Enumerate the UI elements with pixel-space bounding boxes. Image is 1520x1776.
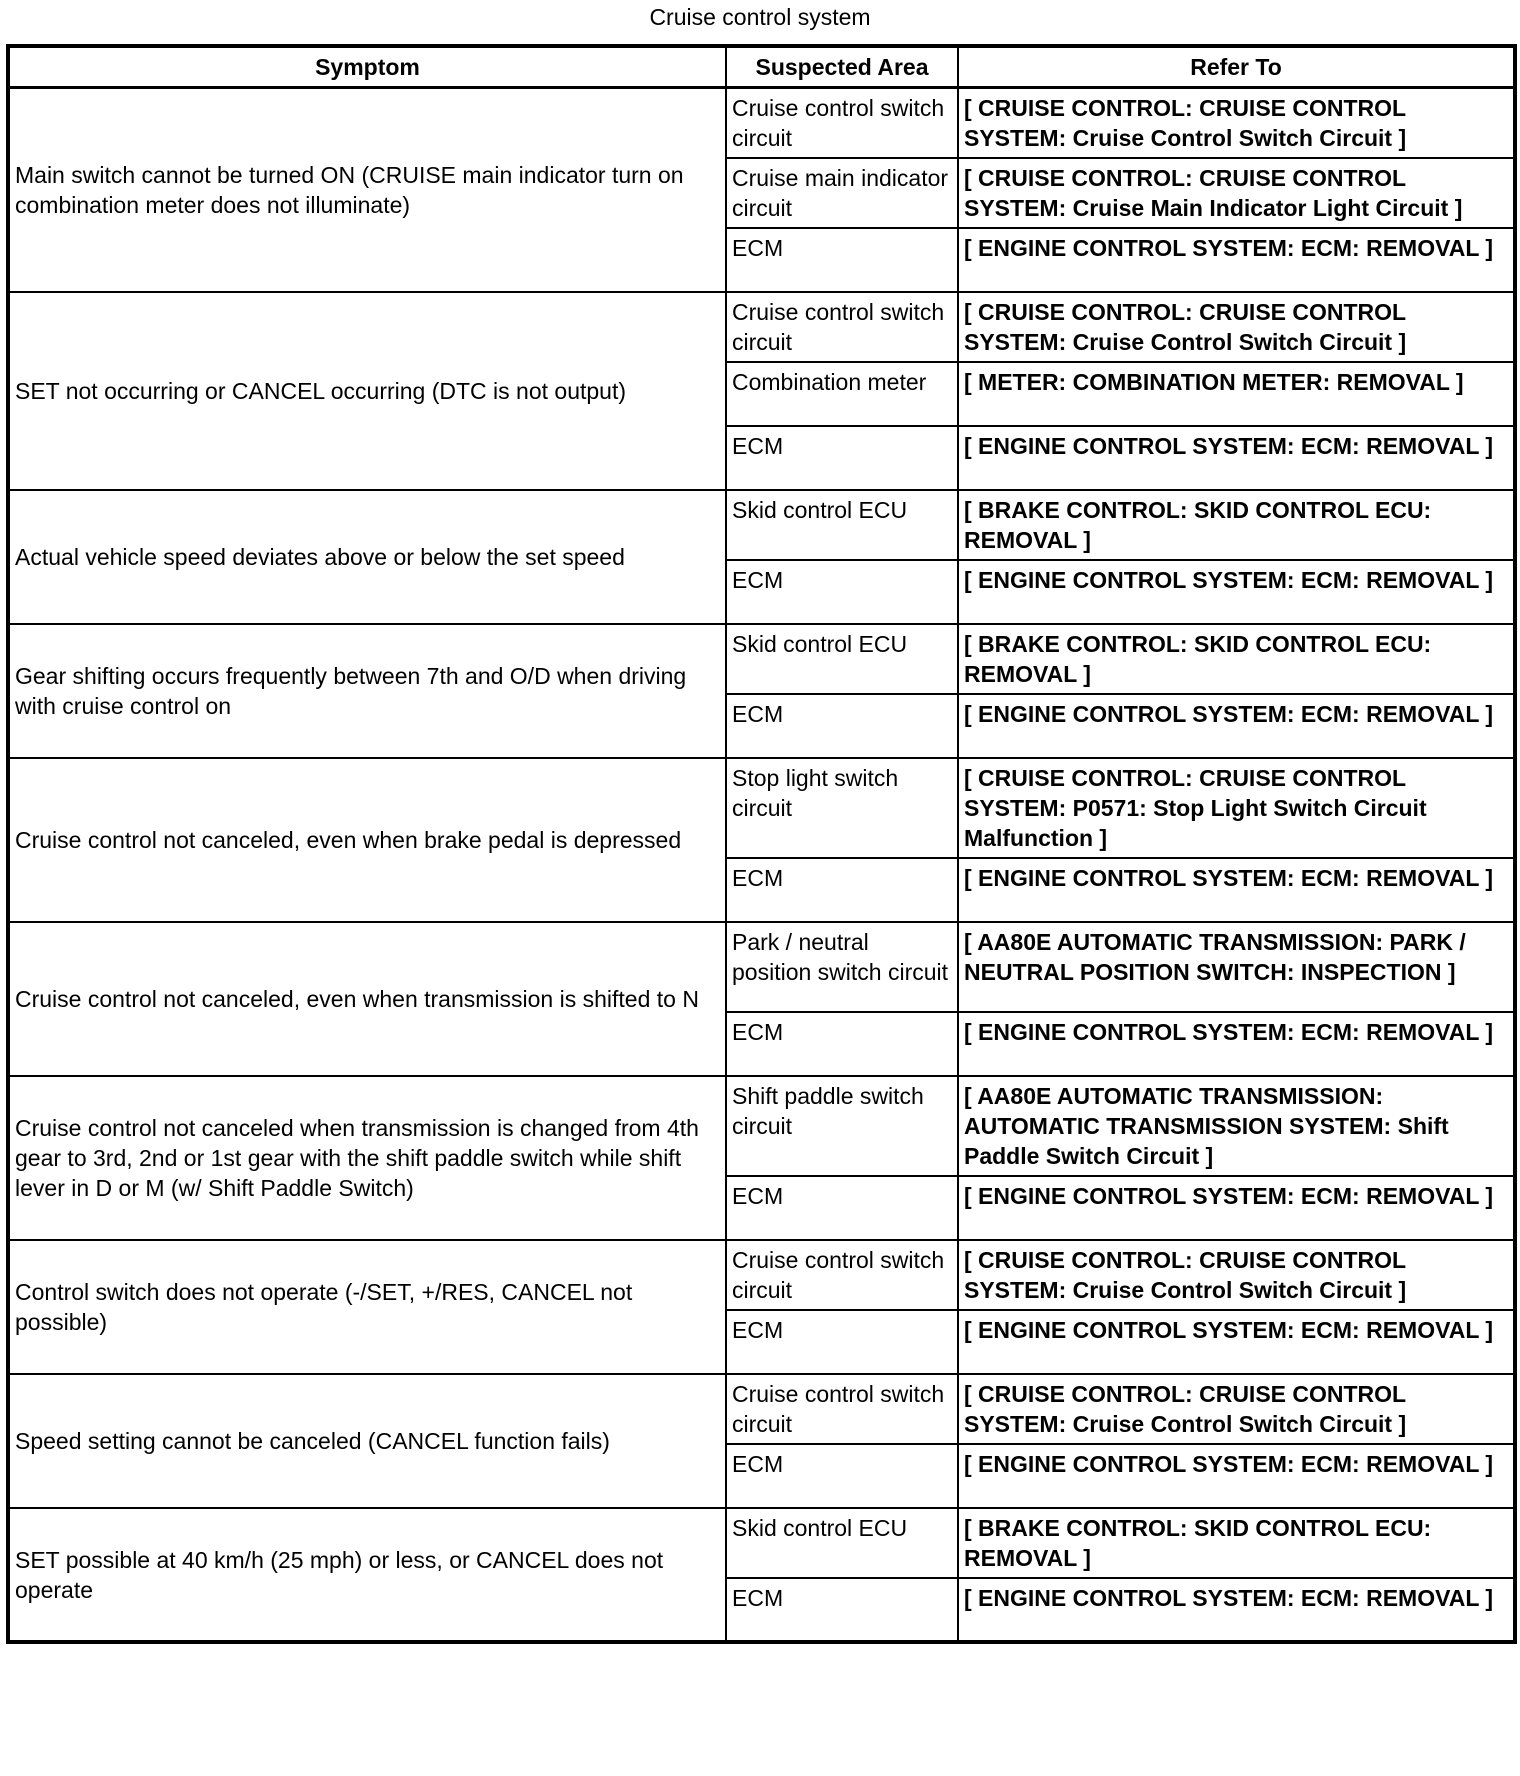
refer-to-cell: [ AA80E AUTOMATIC TRANSMISSION: PARK / NEUTRAL POSITION SWITCH: INSPECTION ] <box>958 922 1515 1012</box>
refer-to-cell: [ BRAKE CONTROL: SKID CONTROL ECU: REMOVAL ] <box>958 1508 1515 1578</box>
symptom-cell: SET possible at 40 km/h (25 mph) or less, or CANCEL does not operate <box>8 1508 726 1642</box>
suspected-area-cell: ECM <box>726 1012 958 1076</box>
refer-to-header: Refer To <box>958 46 1515 88</box>
suspected-area-cell: ECM <box>726 1444 958 1508</box>
symptom-cell: SET not occurring or CANCEL occurring (DTC is not output) <box>8 292 726 490</box>
symptom-cell: Actual vehicle speed deviates above or below the set speed <box>8 490 726 624</box>
refer-to-cell: [ CRUISE CONTROL: CRUISE CONTROL SYSTEM: P0571: Stop Light Switch Circuit Malfunction ] <box>958 758 1515 858</box>
refer-to-cell: [ CRUISE CONTROL: CRUISE CONTROL SYSTEM: Cruise Control Switch Circuit ] <box>958 88 1515 159</box>
refer-to-cell: [ ENGINE CONTROL SYSTEM: ECM: REMOVAL ] <box>958 858 1515 922</box>
table-row <box>8 292 1515 362</box>
table-row <box>8 922 1515 1012</box>
refer-to-cell: [ CRUISE CONTROL: CRUISE CONTROL SYSTEM: Cruise Control Switch Circuit ] <box>958 1374 1515 1444</box>
suspected-area-cell: Cruise control switch circuit <box>726 292 958 362</box>
refer-to-cell: [ AA80E AUTOMATIC TRANSMISSION: AUTOMATIC TRANSMISSION SYSTEM: Shift Paddle Switch Circuit ] <box>958 1076 1515 1176</box>
symptom-cell: Cruise control not canceled, even when transmission is shifted to N <box>8 922 726 1076</box>
symptom-header: Symptom <box>8 46 726 88</box>
table-row <box>8 1240 1515 1310</box>
suspected-area-cell: Combination meter <box>726 362 958 426</box>
refer-to-cell: [ ENGINE CONTROL SYSTEM: ECM: REMOVAL ] <box>958 426 1515 490</box>
suspected-area-cell: ECM <box>726 858 958 922</box>
refer-to-cell: [ CRUISE CONTROL: CRUISE CONTROL SYSTEM: Cruise Control Switch Circuit ] <box>958 1240 1515 1310</box>
suspected-area-cell: ECM <box>726 1176 958 1240</box>
symptom-cell: Gear shifting occurs frequently between 7th and O/D when driving with cruise control on <box>8 624 726 758</box>
suspected-area-cell: Skid control ECU <box>726 490 958 560</box>
table-row <box>8 490 1515 560</box>
refer-to-cell: [ BRAKE CONTROL: SKID CONTROL ECU: REMOVAL ] <box>958 624 1515 694</box>
refer-to-cell: [ ENGINE CONTROL SYSTEM: ECM: REMOVAL ] <box>958 1176 1515 1240</box>
suspected-area-cell: Shift paddle switch circuit <box>726 1076 958 1176</box>
table-body <box>8 88 1515 1643</box>
suspected-area-cell: Park / neutral position switch circuit <box>726 922 958 1012</box>
suspected-area-cell: ECM <box>726 694 958 758</box>
table-row <box>8 1076 1515 1176</box>
suspected-area-cell: ECM <box>726 426 958 490</box>
suspected-area-cell: ECM <box>726 228 958 292</box>
table-row <box>8 1374 1515 1444</box>
header-row <box>8 46 1515 88</box>
suspected-area-cell: Cruise control switch circuit <box>726 1240 958 1310</box>
symptom-cell: Speed setting cannot be canceled (CANCEL function fails) <box>8 1374 726 1508</box>
suspected-area-cell: ECM <box>726 560 958 624</box>
refer-to-cell: [ ENGINE CONTROL SYSTEM: ECM: REMOVAL ] <box>958 1444 1515 1508</box>
suspected-area-header: Suspected Area <box>726 46 958 88</box>
suspected-area-cell: ECM <box>726 1578 958 1642</box>
refer-to-cell: [ METER: COMBINATION METER: REMOVAL ] <box>958 362 1515 426</box>
table-row <box>8 758 1515 858</box>
refer-to-cell: [ ENGINE CONTROL SYSTEM: ECM: REMOVAL ] <box>958 228 1515 292</box>
symptom-cell: Control switch does not operate (-/SET, +/RES, CANCEL not possible) <box>8 1240 726 1374</box>
refer-to-cell: [ ENGINE CONTROL SYSTEM: ECM: REMOVAL ] <box>958 1012 1515 1076</box>
table-row <box>8 624 1515 694</box>
symptom-cell: Cruise control not canceled when transmission is changed from 4th gear to 3rd, 2nd or 1st gear with the shift paddle switch while shift lever in D or M (w/ Shift Paddle Switch) <box>8 1076 726 1240</box>
symptom-cell: Main switch cannot be turned ON (CRUISE main indicator turn on combination meter does not illuminate) <box>8 88 726 293</box>
suspected-area-cell: ECM <box>726 1310 958 1374</box>
refer-to-cell: [ CRUISE CONTROL: CRUISE CONTROL SYSTEM: Cruise Control Switch Circuit ] <box>958 292 1515 362</box>
refer-to-cell: [ ENGINE CONTROL SYSTEM: ECM: REMOVAL ] <box>958 694 1515 758</box>
suspected-area-cell: Cruise control switch circuit <box>726 1374 958 1444</box>
refer-to-cell: [ ENGINE CONTROL SYSTEM: ECM: REMOVAL ] <box>958 1310 1515 1374</box>
table-row <box>8 1508 1515 1578</box>
suspected-area-cell: Cruise control switch circuit <box>726 88 958 159</box>
page-title: Cruise control system <box>649 4 871 30</box>
refer-to-cell: [ ENGINE CONTROL SYSTEM: ECM: REMOVAL ] <box>958 560 1515 624</box>
refer-to-cell: [ CRUISE CONTROL: CRUISE CONTROL SYSTEM: Cruise Main Indicator Light Circuit ] <box>958 158 1515 228</box>
refer-to-cell: [ ENGINE CONTROL SYSTEM: ECM: REMOVAL ] <box>958 1578 1515 1642</box>
troubleshooting-table <box>6 44 1517 1644</box>
suspected-area-cell: Stop light switch circuit <box>726 758 958 858</box>
suspected-area-cell: Skid control ECU <box>726 624 958 694</box>
suspected-area-cell: Skid control ECU <box>726 1508 958 1578</box>
suspected-area-cell: Cruise main indicator circuit <box>726 158 958 228</box>
symptom-cell: Cruise control not canceled, even when brake pedal is depressed <box>8 758 726 922</box>
table-row <box>8 88 1515 159</box>
refer-to-cell: [ BRAKE CONTROL: SKID CONTROL ECU: REMOVAL ] <box>958 490 1515 560</box>
